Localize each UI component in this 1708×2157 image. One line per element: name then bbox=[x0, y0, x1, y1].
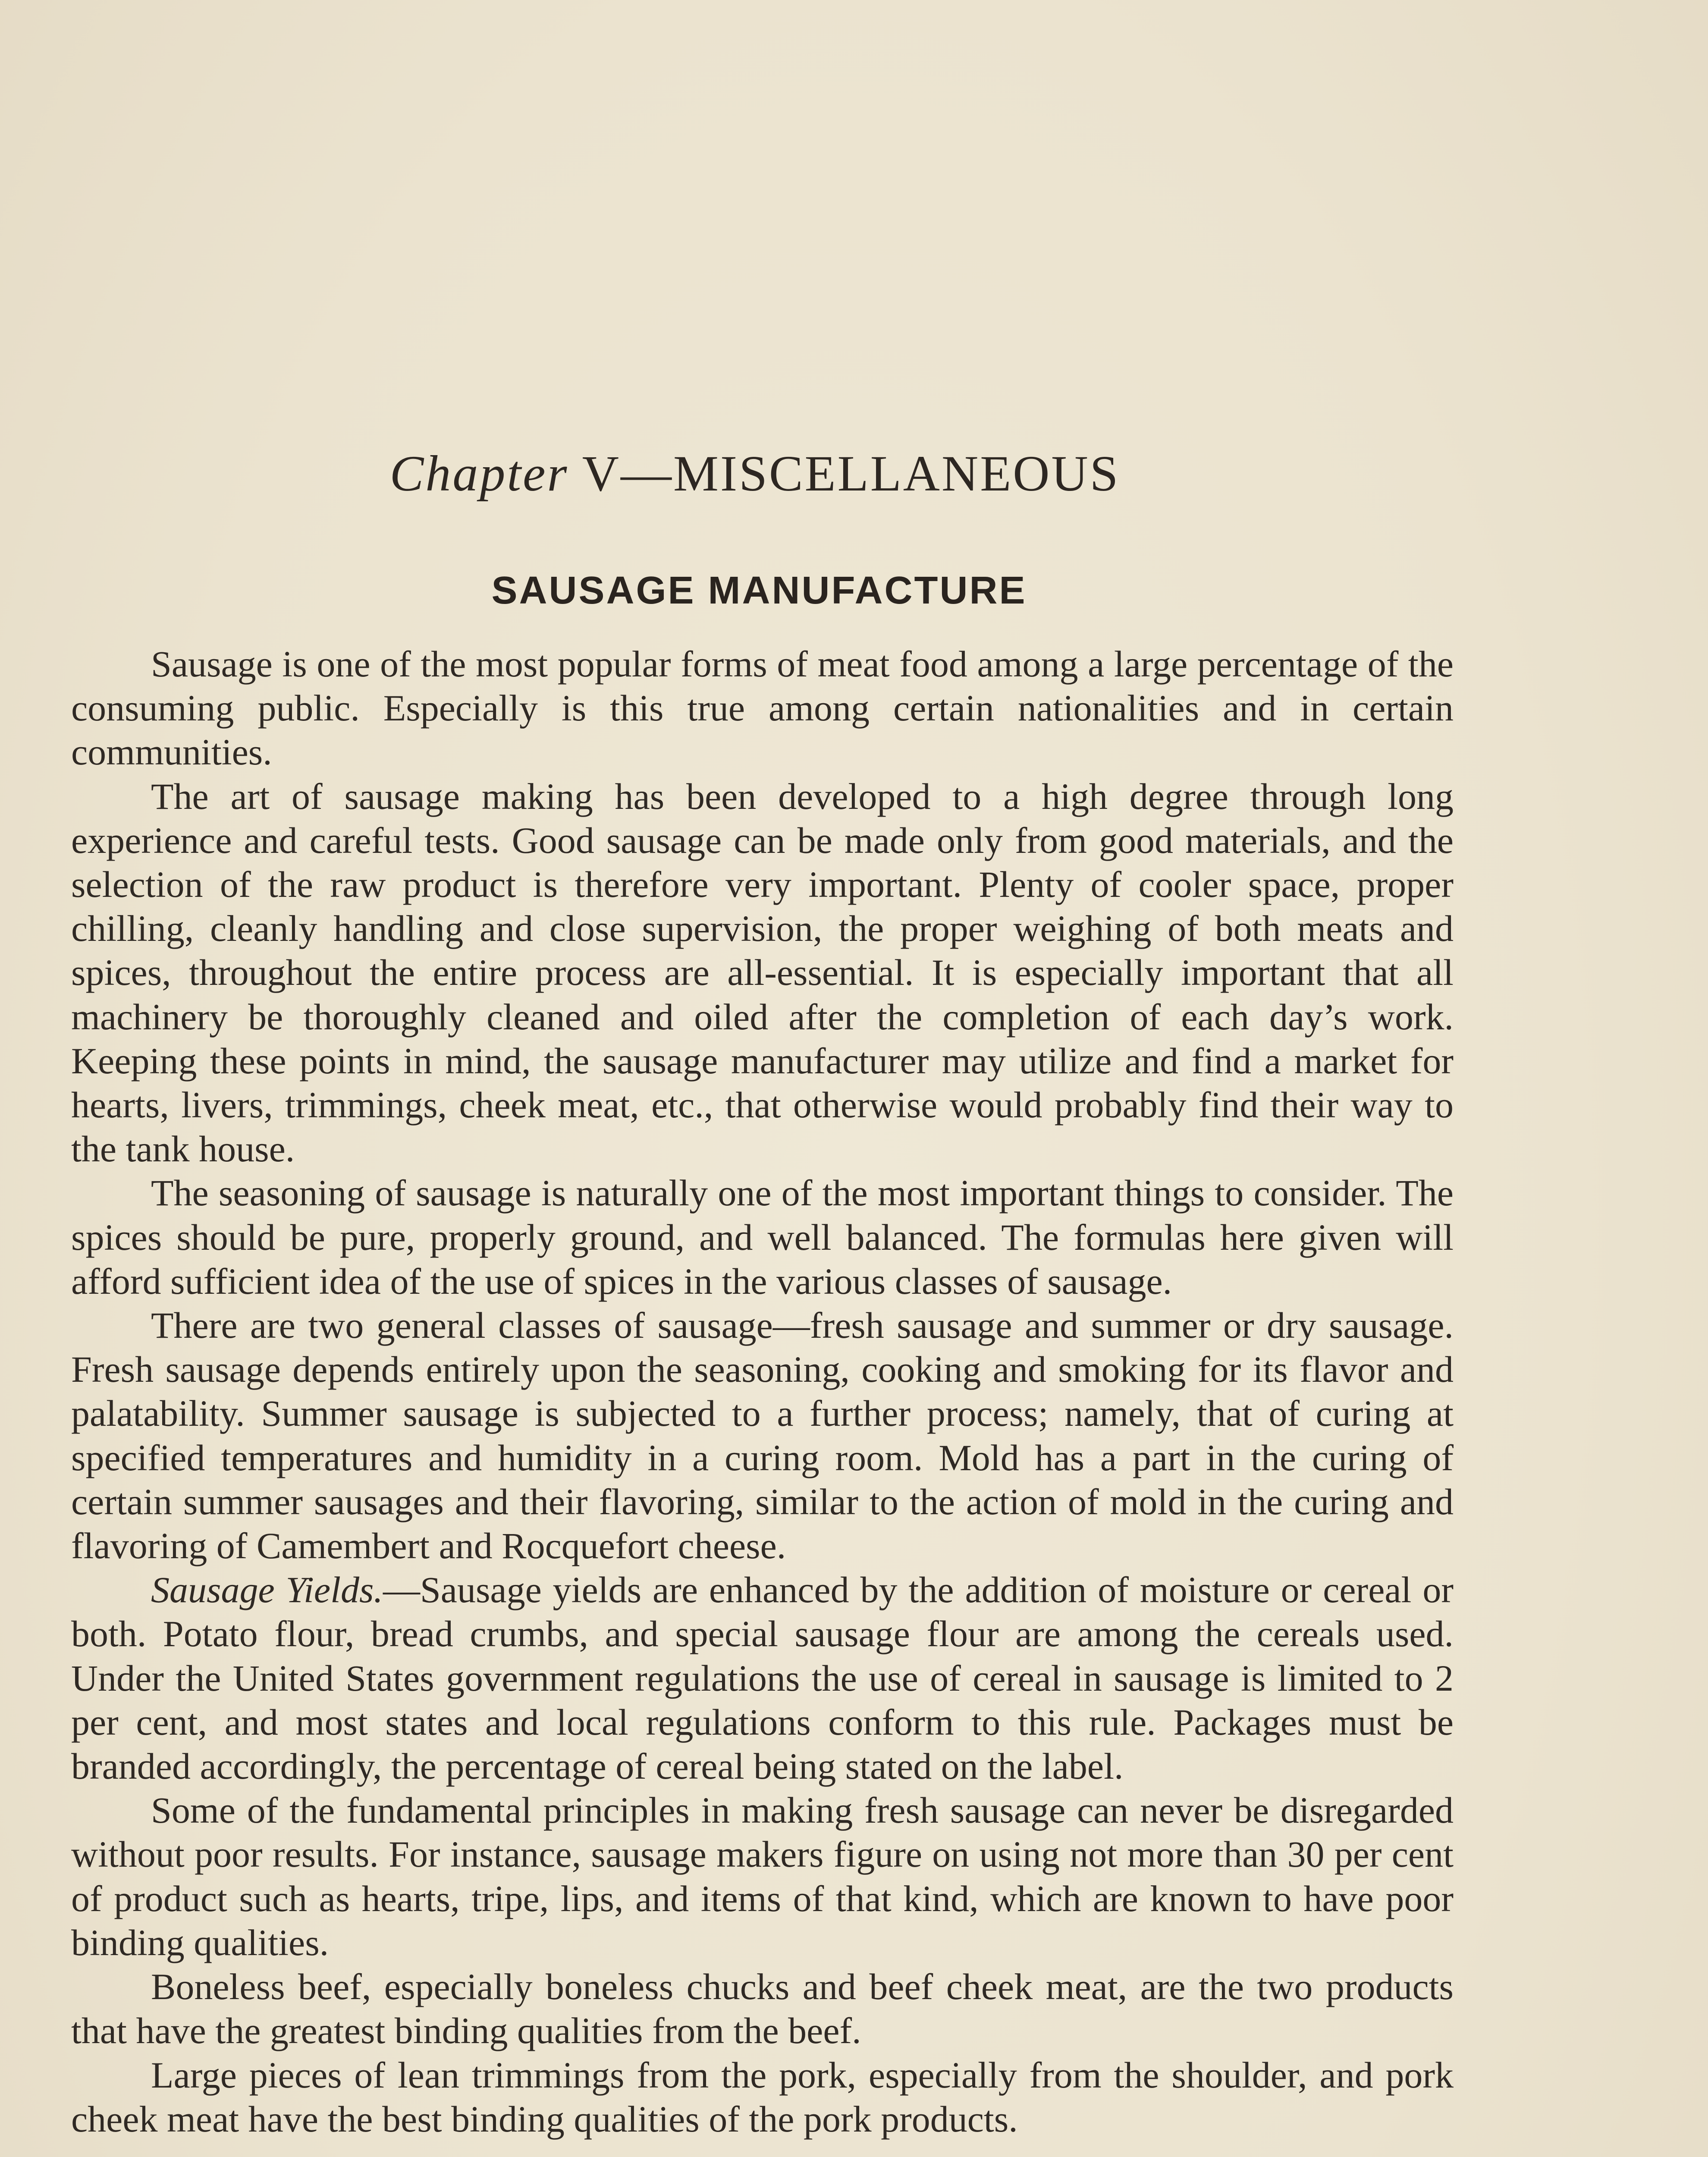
paragraph-8: Large pieces of lean trimmings from the pork, especially from the shoulder, and pork cheek meat have the best binding qualities of the pork products. bbox=[71, 2054, 1454, 2140]
body-text bbox=[71, 642, 1454, 2141]
paragraph-1: Sausage is one of the most popular forms of meat food among a large percentage of the consuming public. Especially is this true among certain nationalities and in certain communities. bbox=[71, 643, 1454, 773]
chapter-prefix: Chapter bbox=[389, 445, 569, 502]
section-heading: SAUSAGE MANUFACTURE bbox=[491, 569, 1027, 612]
paragraph-2: The art of sausage making has been developed to a high degree through long experience and careful tests. Good sausage can be made only from good materials, and the selection of the raw product is therefore very important. Plenty of cooler space, proper chilling, cleanly handling and close supervision, the proper weighing of both meats and spices, throughout the entire process are all-essential. It is especially important that all machinery be thoroughly cleaned and oiled after the completion of each day’s work. Keeping these points in mind, the sausage manufacturer may utilize and find a market for hearts, livers, trimmings, cheek meat, etc., that otherwise would probably find their way to the tank house. bbox=[71, 775, 1454, 1170]
sausage-yields-lead: Sausage Yields. bbox=[151, 1569, 383, 1611]
paragraph-3: The seasoning of sausage is naturally one of the most important things to consider. The spices should be pure, properly ground, and well balanced. The formulas here given will afford sufficient idea of the use of spices in the various classes of sausage. bbox=[71, 1172, 1454, 1302]
chapter-title: V—MISCELLANEOUS bbox=[582, 445, 1120, 502]
chapter-heading bbox=[0, 444, 1510, 503]
paragraph-5-text: —Sausage yields are enhanced by the addition of moisture or cereal or both. Potato flour, bread crumbs, and special sausage flour are among the cereals used. Under the United States government regulations the use of cereal in sausage is limited to 2 per cent, and most states and local regulations conform to this rule. Packages must be branded accordingly, the percentage of cereal being stated on the label. bbox=[71, 1569, 1454, 1787]
paragraph-7: Boneless beef, especially boneless chucks and beef cheek meat, are the two products that have the greatest binding qualities from the beef. bbox=[71, 1966, 1454, 2052]
paragraph-5 bbox=[71, 1568, 1454, 1788]
paragraph-4: There are two general classes of sausage—fresh sausage and summer or dry sausage. Fresh sausage depends entirely upon the seasoning, cooking and smoking for its flavor and palatability. Summer sausage is subjected to a further process; namely, that of curing at specified temperatures and humidity in a curing room. Mold has a part in the curing of certain summer sausages and their flavoring, similar to the action of mold in the curing and flavoring of Camembert and Rocquefort cheese. bbox=[71, 1305, 1454, 1567]
paragraph-6: Some of the fundamental principles in making fresh sausage can never be disregarded without poor results. For instance, sausage makers figure on using not more than 30 per cent of product such as hearts, tripe, lips, and items of that kind, which are known to have poor binding qualities. bbox=[71, 1789, 1454, 1963]
